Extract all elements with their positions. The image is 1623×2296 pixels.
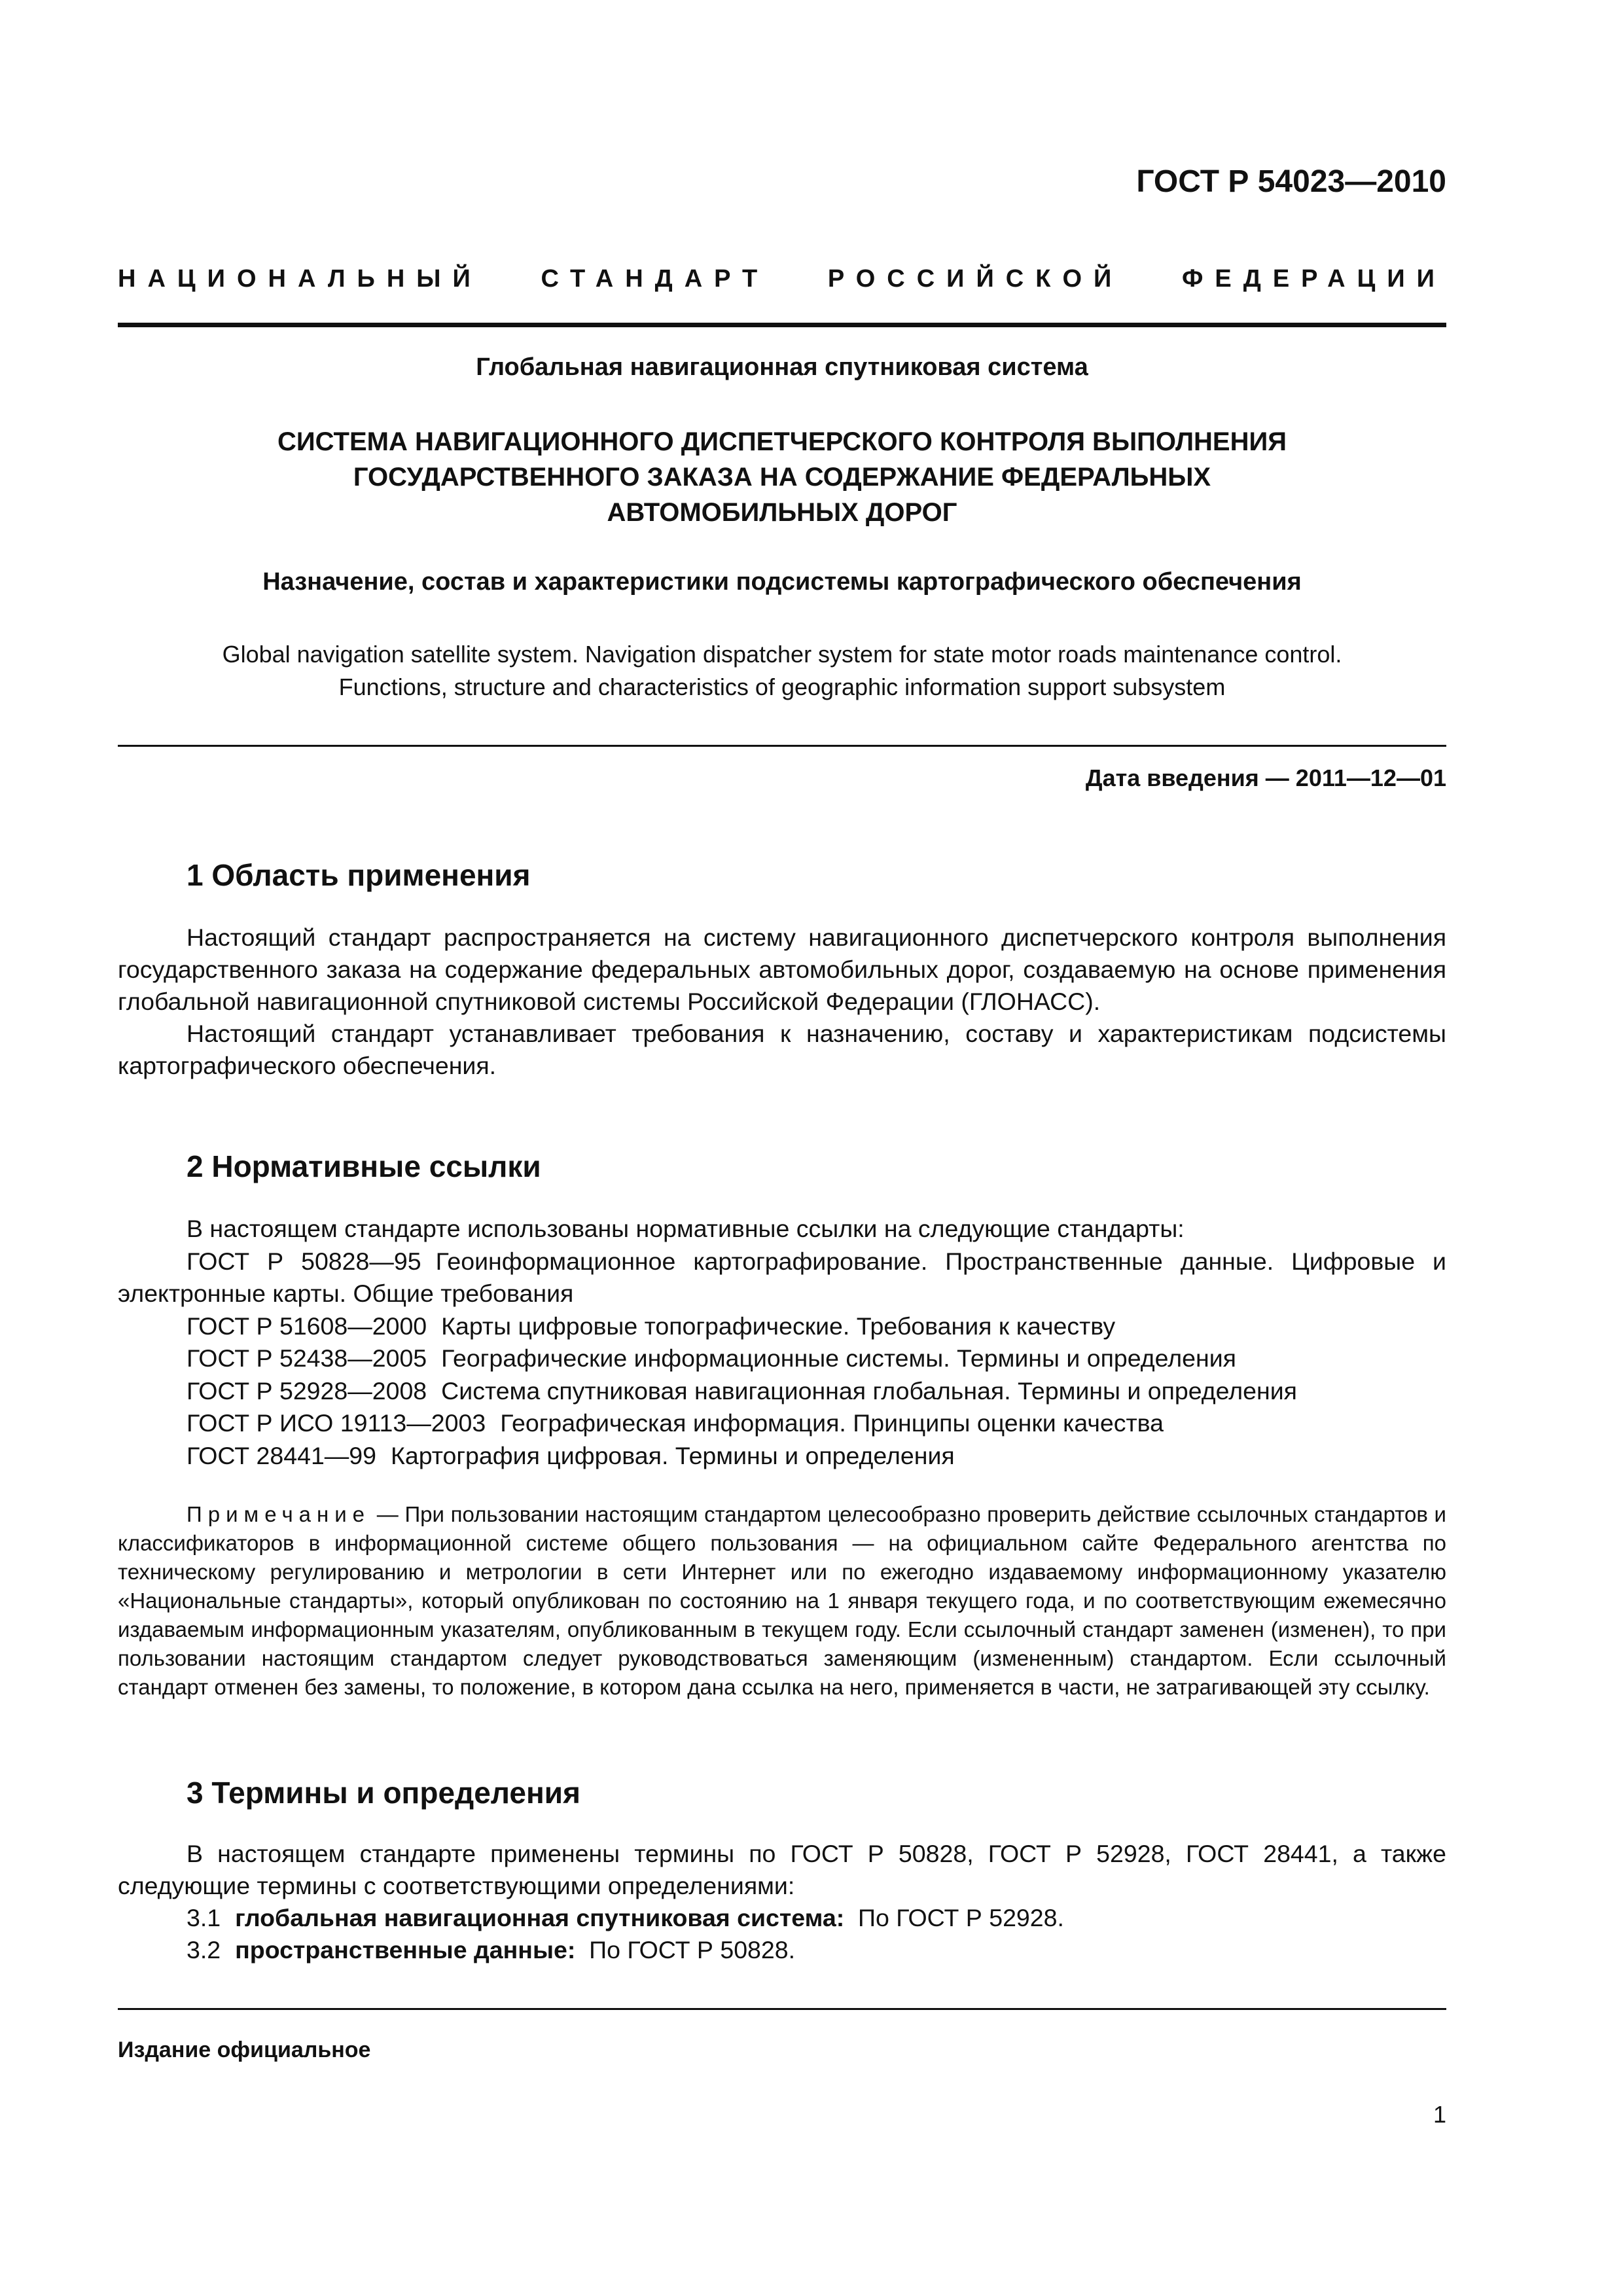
reference-title: Система спутниковая навигационная глобальная. Термины и определения [441,1376,1297,1405]
main-title [118,424,1446,530]
title-rule [118,745,1446,747]
reference-code: ГОСТ Р 52928—2008 [187,1376,427,1405]
purpose-title: Назначение, состав и характеристики подсистемы картографического обеспечения [262,568,1302,596]
section-1-heading: 1 Область применения [187,858,531,892]
term-definition: По ГОСТ Р 52928. [858,1904,1064,1931]
page-number: 1 [1433,2101,1446,2128]
reference-item [118,1375,1446,1408]
main-title-line: ГОСУДАРСТВЕННОГО ЗАКАЗА НА СОДЕРЖАНИЕ ФЕДЕРАЛЬНЫХ [353,463,1211,492]
banner-word: СТАНДАРТ [541,265,770,293]
term-name: глобальная навигационная спутниковая система: [235,1904,845,1931]
term-item [118,1934,1446,1966]
reference-item [118,1440,1446,1473]
reference-code: ГОСТ Р ИСО 19113—2003 [187,1409,486,1437]
term-definition: По ГОСТ Р 50828. [589,1936,796,1964]
banner-word: РОССИЙСКОЙ [827,265,1124,293]
references-list [118,1213,1446,1472]
official-edition-label: Издание официальное [118,2037,371,2062]
reference-item [118,1310,1446,1343]
english-title-line: Global navigation satellite system. Navigation dispatcher system for state motor roads maintenance control. [222,641,1342,668]
reference-code: ГОСТ Р 50828—95 [187,1247,421,1275]
banner-word: НАЦИОНАЛЬНЫЙ [118,265,482,293]
reference-item [118,1246,1446,1310]
term-item [118,1902,1446,1934]
paragraph: Настоящий стандарт устанавливает требования к назначению, составу и характеристикам подсистемы картографического обеспечения. [118,1020,1446,1079]
note-label: Примечание [187,1502,371,1526]
terms-intro: В настоящем стандарте применены термины по ГОСТ Р 50828, ГОСТ Р 52928, ГОСТ 28441, а также следующие термины с соответствующими определениями: [118,1840,1446,1899]
banner-word: ФЕДЕРАЦИИ [1181,265,1446,293]
term-number: 3.2 [187,1936,221,1964]
main-title-line: СИСТЕМА НАВИГАЦИОННОГО ДИСПЕТЧЕРСКОГО КОНТРОЛЯ ВЫПОЛНЕНИЯ [277,427,1287,456]
section-3-heading: 3 Термины и определения [187,1776,580,1810]
footer-rule [118,2008,1446,2010]
references-note [118,1500,1446,1702]
english-title [118,638,1446,704]
reference-code: ГОСТ Р 51608—2000 [187,1312,427,1340]
reference-item [118,1342,1446,1375]
reference-title: Географические информационные системы. Термины и определения [441,1344,1236,1372]
gost-number: ГОСТ Р 54023—2010 [1136,164,1446,199]
paragraph: Настоящий стандарт распространяется на систему навигационного диспетчерского контроля выполнения государственного заказа на содержание федеральных автомобильных дорог, создаваемую на основе применения глобальной навигационной спутниковой системы Российской Федерации (ГЛОНАСС). [118,924,1446,1015]
section-1-body [118,922,1446,1082]
english-title-line: Functions, structure and characteristics of geographic information support subsystem [338,673,1226,700]
subtitle-top: Глобальная навигационная спутниковая система [476,353,1088,381]
reference-code: ГОСТ 28441—99 [187,1441,377,1469]
terms-body [118,1838,1446,1966]
reference-title: Карты цифровые топографические. Требования к качеству [441,1312,1116,1340]
national-standard-banner [118,265,1446,293]
reference-title: Географическая информация. Принципы оценки качества [500,1409,1164,1437]
term-name: пространственные данные: [235,1936,576,1964]
reference-code: ГОСТ Р 52438—2005 [187,1344,427,1372]
section-2-heading: 2 Нормативные ссылки [187,1149,541,1183]
introduction-date: Дата введения — 2011—12—01 [1085,764,1446,791]
reference-item [118,1407,1446,1440]
note-text: — При пользовании настоящим стандартом целесообразно проверить действие ссылочных стандартов и классификаторов в информационной системе общего пользования — на официальном сайте Федерального агентства по техническому регулированию и метрологии в сети Интернет или по ежегодно издаваемому информационному указателю «Национальные стандарты», который опубликован по состоянию на 1 января текущего года, и по соответствующим ежемесячно издаваемым информационным указателям, опубликованным в текущем году. Если ссылочный стандарт заменен (изменен), то при пользовании настоящим стандартом следует руководствоваться заменяющим (измененным) стандартом. Если ссылочный стандарт отменен без замены, то положение, в котором дана ссылка на него, применяется в части, не затрагивающей эту ссылку. [118,1502,1446,1699]
header-rule [118,323,1446,327]
term-number: 3.1 [187,1904,221,1931]
references-intro: В настоящем стандарте использованы нормативные ссылки на следующие стандарты: [187,1215,1185,1242]
reference-title: Геоинформационное картографирование. Пространственные данные. Цифровые и электронные карты. Общие требования [118,1247,1447,1307]
main-title-line: АВТОМОБИЛЬНЫХ ДОРОГ [607,498,957,527]
reference-title: Картография цифровая. Термины и определения [391,1441,955,1469]
